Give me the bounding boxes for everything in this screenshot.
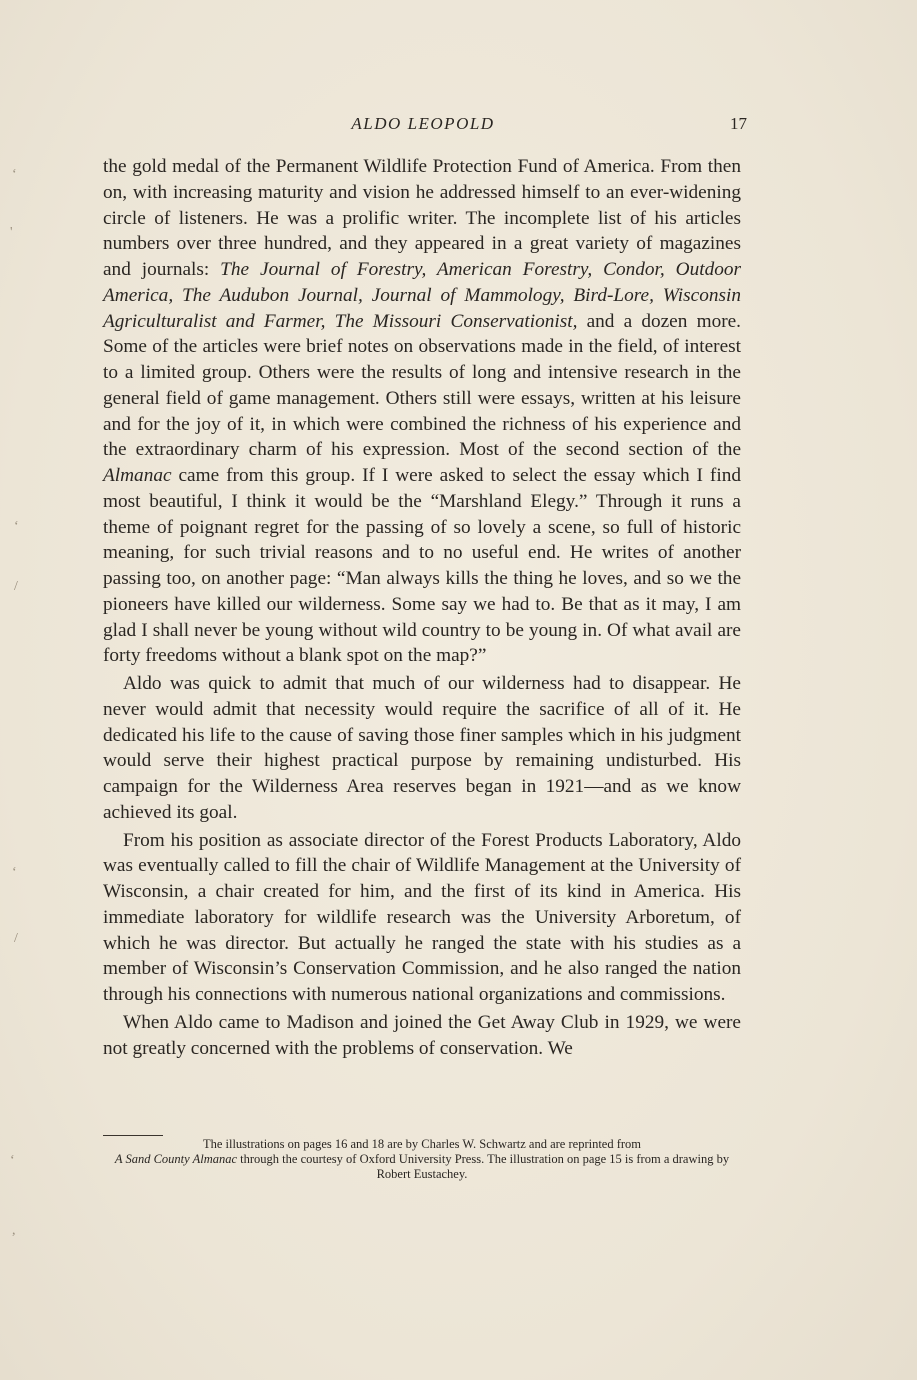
running-head: [103, 114, 747, 140]
margin-mark: ‘: [14, 519, 19, 534]
running-head-title: ALDO LEOPOLD: [351, 114, 495, 133]
paragraph-1-text-b: and a dozen more. Some of the articles were brief notes on observations made in the field, of interest to a limited group. Others were the results of long and intensive research in the general field of game management. Others still were essays, written at his leisure and for the joy of it, in which were combined the richness of his experience and the extraordinary charm of his expression. Most of the second section of the: [103, 310, 742, 461]
journal-titles: The Journal of Forestry, American Forestry, Condor, Outdoor America, The Audubon Journal, Journal of Mammology, Bird-Lore, Wisconsin Agriculturalist and Farmer, The Missouri Conservationist,: [103, 259, 741, 332]
margin-mark: ‘: [10, 1153, 15, 1168]
body-text: [103, 154, 741, 1061]
paragraph-1-text-a: the gold medal of the Permanent Wildlife Protection Fund of America. From then on, with increasing maturity and vision he addressed himself to an ever-widening circle of listeners. He was a prolific writer. The incomplete list of his articles numbers over three hundred, and they appeared in a great variety of magazines and journals:: [103, 156, 741, 280]
paragraph-1: [103, 154, 741, 669]
paragraph-2: Aldo was quick to admit that much of our wilderness had to disappear. He never would admit that necessity would require the sacrifice of all of it. He dedicated his life to the cause of saving those finer samples which in his judgment would serve their highest practical purpose by remaining undisturbed. His campaign for the Wilderness Area reserves began in 1921—and as we know achieved its goal.: [103, 673, 741, 823]
margin-mark: /: [14, 931, 18, 946]
footnote: [103, 1137, 741, 1182]
margin-mark: ': [10, 225, 13, 240]
paragraph-3: From his position as associate director of the Forest Products Laboratory, Aldo was eventually called to fill the chair of Wildlife Management at the University of Wisconsin, a chair created for him, and the first of its kind in America. His immediate laboratory for wildlife research was the University Arboretum, of which he was director. But actually he ranged the state with his studies as a member of Wisconsin’s Conservation Commission, and he also ranged the nation through his connections with numerous national organizations and commissions.: [103, 829, 741, 1005]
margin-mark: ‘: [12, 865, 17, 880]
footnote-text-a: The illustrations on pages 16 and 18 are by Charles W. Schwartz and are reprinted from: [202, 1137, 642, 1151]
paragraph-4: When Aldo came to Madison and joined the Get Away Club in 1929, we were not greatly concerned with the problems of conservation. We: [103, 1011, 741, 1059]
paragraph-1-text-c: came from this group. If I were asked to select the essay which I find most beautiful, I think it would be the “Marshland Elegy.” Through it runs a theme of poignant regret for the passing of so lovely a scene, so full of historic meaning, for such trivial reasons and to no useful end. He writes of another passing too, on another page: “Man always kills the thing he loves, and so we the pioneers have killed our wilderness. Some say we had to. Be that as it may, I am glad I shall never be young without wild country to be young in. Of what avail are forty freedoms without a blank spot on the map?”: [103, 465, 741, 667]
page-number: 17: [730, 114, 747, 133]
footnote-book-title: A Sand County Almanac: [114, 1152, 238, 1166]
margin-mark: /: [14, 579, 18, 594]
almanac-title: Almanac: [103, 465, 172, 486]
footnote-text-b: through the courtesy of Oxford University Press. The illustration on page 15 is from a drawing by Robert Eustachey.: [237, 1152, 730, 1181]
footnote-rule: [103, 1135, 163, 1136]
margin-mark: ,: [12, 1223, 16, 1238]
margin-mark: ‘: [12, 167, 17, 182]
